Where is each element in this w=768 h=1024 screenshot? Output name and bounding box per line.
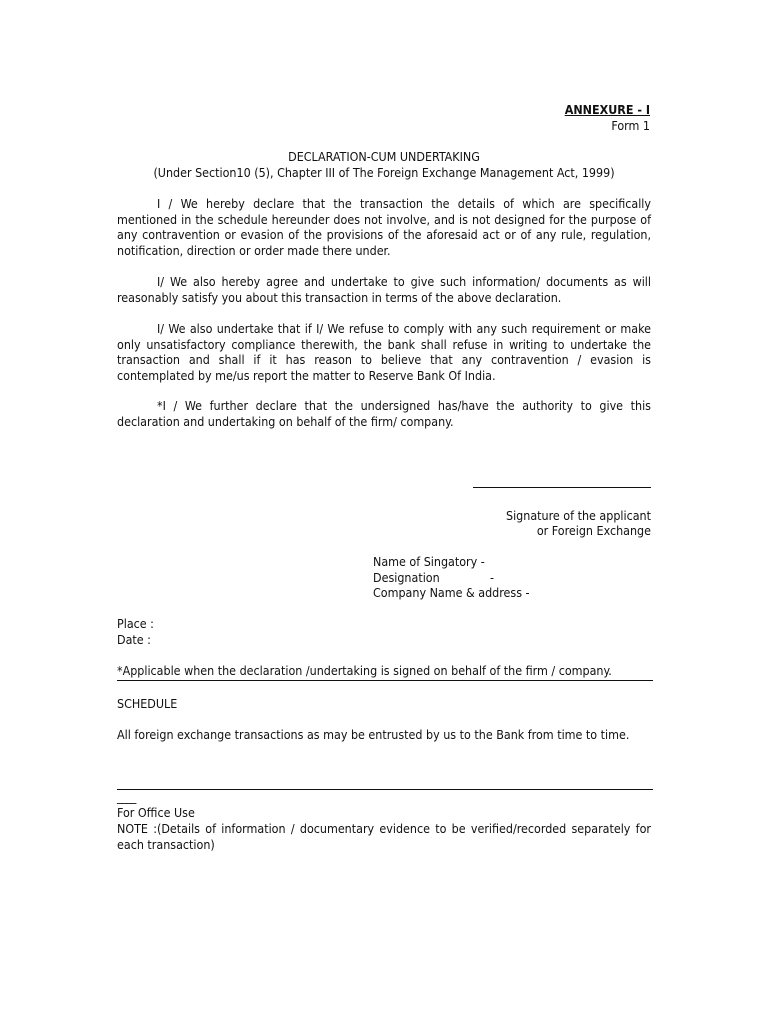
signatory-name-field: Name of Singatory - bbox=[373, 554, 485, 569]
declaration-paragraph-3 bbox=[117, 321, 651, 383]
rule-stub: ____ bbox=[117, 789, 136, 804]
schedule-text: All foreign exchange transactions as may be entrusted by us to the Bank from time to time. bbox=[117, 727, 630, 742]
annexure-heading: ANNEXURE - I bbox=[564, 102, 650, 117]
designation-field bbox=[373, 570, 494, 586]
schedule-heading: SCHEDULE bbox=[117, 696, 178, 711]
schedule-rule bbox=[117, 789, 653, 790]
signature-caption-1: Signature of the applicant bbox=[506, 508, 651, 523]
signature-caption-2: or Foreign Exchange bbox=[536, 523, 651, 538]
applicability-footnote: *Applicable when the declaration /undertaking is signed on behalf of the firm / company. bbox=[117, 663, 612, 678]
place-field: Place : bbox=[117, 616, 154, 631]
footnote-rule bbox=[117, 680, 653, 681]
paragraph-text: I/ We also hereby agree and undertake to give such information/ documents as will reasonably satisfy you about this transaction in terms of the above declaration. bbox=[117, 274, 651, 305]
declaration-paragraph-1 bbox=[117, 196, 651, 258]
declaration-paragraph-4 bbox=[117, 398, 651, 429]
signature-line bbox=[473, 487, 651, 488]
office-use-label: For Office Use bbox=[117, 805, 195, 820]
company-address-field: Company Name & address - bbox=[373, 585, 530, 600]
date-field: Date : bbox=[117, 632, 151, 647]
declaration-paragraph-2 bbox=[117, 274, 651, 305]
designation-dash: - bbox=[490, 570, 495, 585]
document-subtitle: (Under Section10 (5), Chapter III of The Foreign Exchange Management Act, 1999) bbox=[153, 165, 615, 180]
document-title: DECLARATION-CUM UNDERTAKING bbox=[288, 149, 480, 164]
paragraph-text: I / We hereby declare that the transaction the details of which are specifically mentioned in the schedule hereunder does not involve, and is not designed for the purpose of any contravention or evasion of the provisions of the aforesaid act or of any rule, regulation, notification, direction or order made there under. bbox=[117, 196, 651, 258]
office-note: NOTE :(Details of information / documentary evidence to be verified/recorded separately for each transaction) bbox=[117, 821, 651, 852]
designation-label: Designation bbox=[373, 570, 440, 585]
paragraph-text: I/ We also undertake that if I/ We refuse to comply with any such requirement or make only unsatisfactory compliance therewith, the bank shall refuse in writing to undertake the transaction and shall if it has reason to believe that any contravention / evasion is contemplated by me/us report the matter to Reserve Bank Of India. bbox=[117, 321, 651, 383]
paragraph-text: *I / We further declare that the undersigned has/have the authority to give this declaration and undertaking on behalf of the firm/ company. bbox=[117, 398, 651, 429]
form-number: Form 1 bbox=[611, 118, 650, 133]
